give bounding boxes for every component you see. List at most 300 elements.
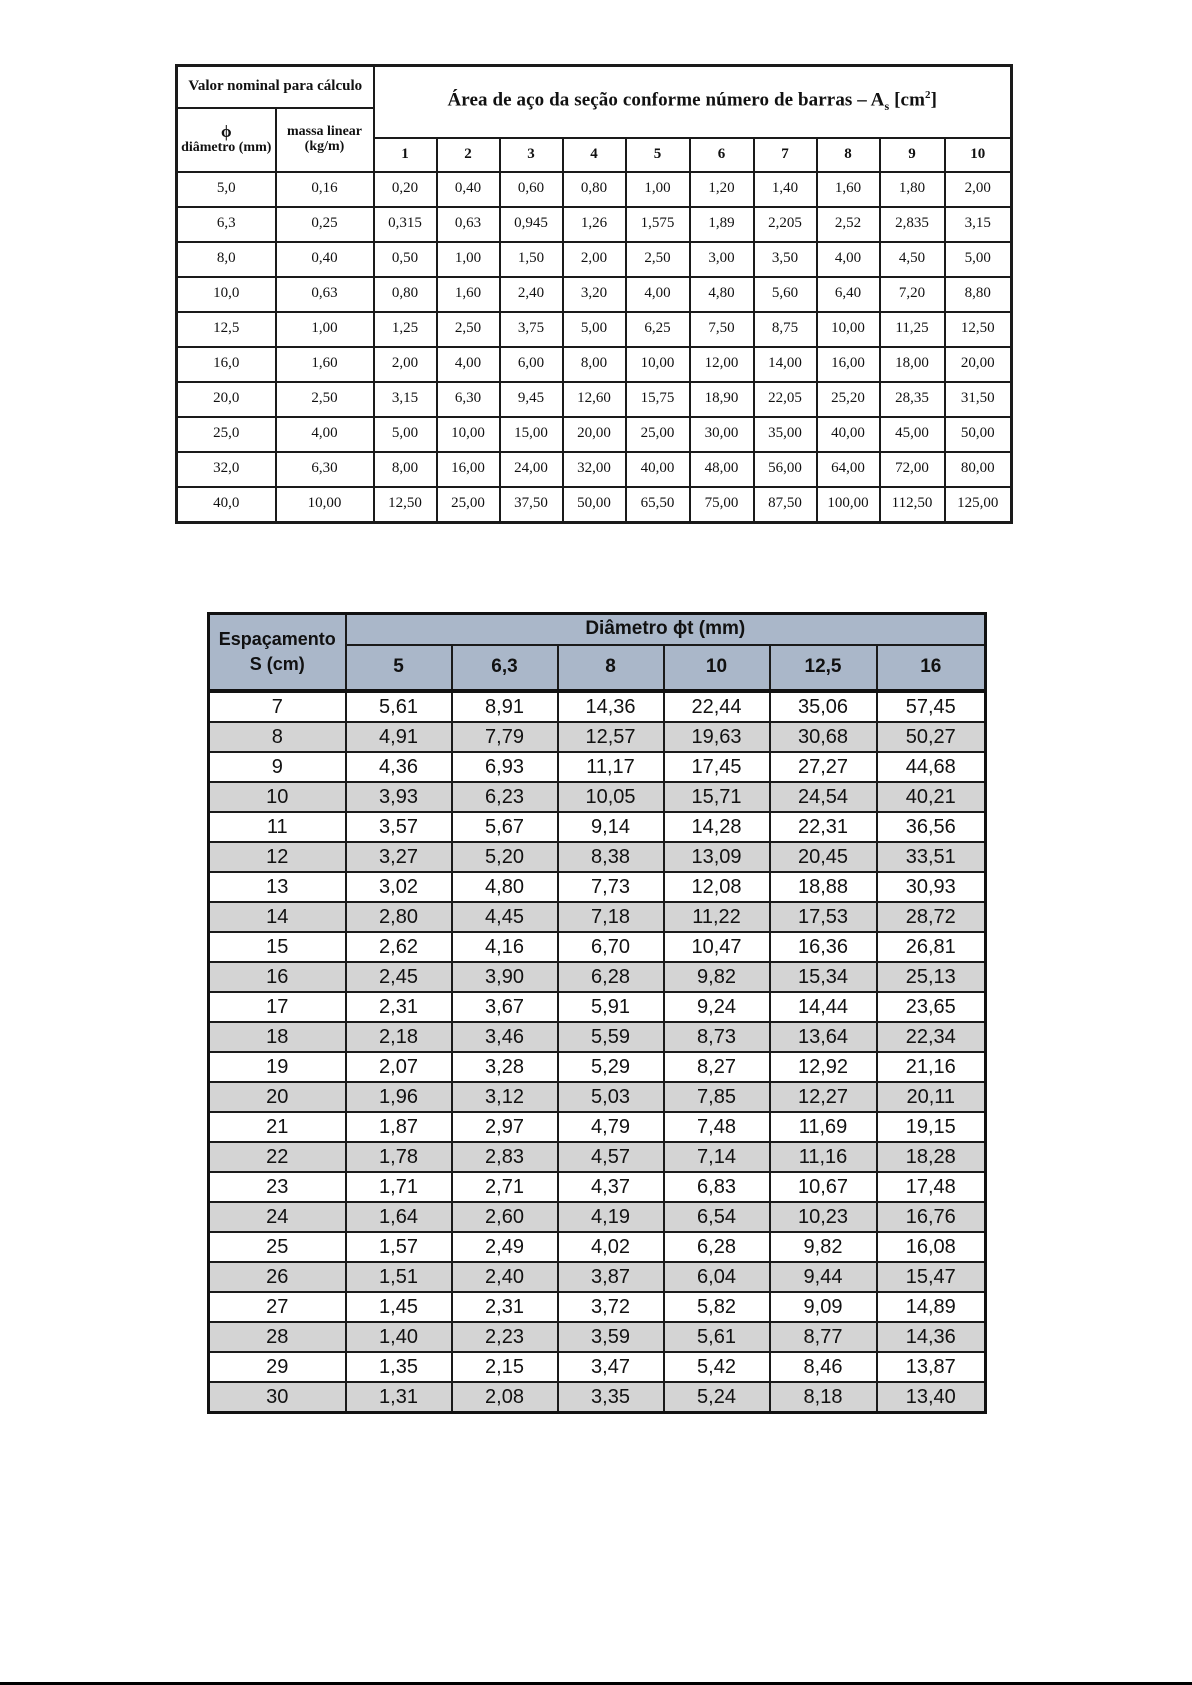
steel-area-cell: 12,50 (945, 312, 1012, 347)
steel-area-per-meter-cell: 20,11 (877, 1082, 986, 1112)
steel-area-cell: 0,50 (374, 242, 437, 277)
spacing-cell: 18 (209, 1022, 346, 1052)
table-row (209, 812, 986, 842)
spacing-cell: 22 (209, 1142, 346, 1172)
spacing-cell: 9 (209, 752, 346, 782)
steel-area-per-meter-cell: 12,27 (770, 1082, 877, 1112)
diameter-cell: 5,0 (177, 172, 276, 207)
steel-area-per-meter-cell: 2,80 (346, 902, 452, 932)
steel-area-per-meter-cell: 2,97 (452, 1112, 558, 1142)
steel-area-per-meter-cell: 23,65 (877, 992, 986, 1022)
steel-area-cell: 1,40 (754, 172, 817, 207)
steel-area-cell: 1,89 (690, 207, 754, 242)
steel-area-cell: 0,80 (374, 277, 437, 312)
steel-area-per-meter-cell: 3,28 (452, 1052, 558, 1082)
steel-area-cell: 6,40 (817, 277, 880, 312)
steel-area-per-meter-cell: 1,51 (346, 1262, 452, 1292)
linear-mass-cell: 0,16 (276, 172, 374, 207)
steel-area-per-meter-cell: 2,15 (452, 1352, 558, 1382)
header-nominal-value: Valor nominal para cálculo (177, 66, 374, 108)
steel-area-per-meter-cell: 22,44 (664, 691, 770, 722)
steel-area-per-meter-cell: 16,36 (770, 932, 877, 962)
table-row (209, 1112, 986, 1142)
table-row (177, 382, 1012, 417)
table-row (209, 902, 986, 932)
spacing-cell: 21 (209, 1112, 346, 1142)
steel-area-cell: 1,25 (374, 312, 437, 347)
steel-area-cell: 0,60 (500, 172, 563, 207)
steel-area-per-meter-cell: 25,13 (877, 962, 986, 992)
table-row (209, 1052, 986, 1082)
steel-area-cell: 10,00 (626, 347, 690, 382)
steel-area-cell: 87,50 (754, 487, 817, 523)
spacing-cell: 12 (209, 842, 346, 872)
steel-area-per-meter-cell: 3,12 (452, 1082, 558, 1112)
steel-area-cell: 0,315 (374, 207, 437, 242)
linear-mass-cell: 0,40 (276, 242, 374, 277)
steel-area-cell: 64,00 (817, 452, 880, 487)
steel-area-cell: 50,00 (945, 417, 1012, 452)
spacing-cell: 7 (209, 691, 346, 722)
table-row (209, 1352, 986, 1382)
spacing-cell: 26 (209, 1262, 346, 1292)
steel-area-cell: 1,00 (626, 172, 690, 207)
steel-area-per-meter-cell: 2,49 (452, 1232, 558, 1262)
bar-count-header-cell: 6 (690, 138, 754, 172)
steel-area-per-meter-cell: 3,59 (558, 1322, 664, 1352)
steel-area-per-meter-cell: 4,79 (558, 1112, 664, 1142)
steel-area-per-meter-cell: 5,42 (664, 1352, 770, 1382)
linear-mass-cell: 0,63 (276, 277, 374, 312)
steel-area-per-meter-cell: 1,35 (346, 1352, 452, 1382)
steel-area-cell: 25,00 (437, 487, 500, 523)
diameter-header-cell: 5 (346, 645, 452, 691)
steel-area-per-meter-cell: 10,47 (664, 932, 770, 962)
bar-count-header-cell: 2 (437, 138, 500, 172)
steel-area-per-meter-cell: 9,44 (770, 1262, 877, 1292)
table-row (209, 782, 986, 812)
steel-area-cell: 1,80 (880, 172, 945, 207)
header-linear-mass: massa linear (kg/m) (276, 108, 374, 172)
steel-area-cell: 15,00 (500, 417, 563, 452)
steel-area-per-meter-cell: 27,27 (770, 752, 877, 782)
table-row (209, 1292, 986, 1322)
steel-area-per-meter-cell: 21,16 (877, 1052, 986, 1082)
steel-area-per-meter-cell: 28,72 (877, 902, 986, 932)
steel-area-per-meter-cell: 1,45 (346, 1292, 452, 1322)
steel-area-cell: 2,00 (945, 172, 1012, 207)
steel-area-per-meter-cell: 12,92 (770, 1052, 877, 1082)
table-row (209, 1172, 986, 1202)
bar-count-header-cell: 9 (880, 138, 945, 172)
steel-area-per-meter-cell: 2,60 (452, 1202, 558, 1232)
spacing-cell: 30 (209, 1382, 346, 1413)
steel-area-per-meter-cell: 7,85 (664, 1082, 770, 1112)
header-diameter-phi-t: Diâmetro ϕt (mm) (346, 614, 986, 645)
spacing-cell: 29 (209, 1352, 346, 1382)
steel-area-per-meter-cell: 1,78 (346, 1142, 452, 1172)
steel-area-cell: 3,50 (754, 242, 817, 277)
diameter-header-cell: 12,5 (770, 645, 877, 691)
steel-area-per-meter-cell: 40,21 (877, 782, 986, 812)
steel-area-per-meter-cell: 2,71 (452, 1172, 558, 1202)
steel-area-cell: 10,00 (437, 417, 500, 452)
steel-area-per-meter-cell: 11,69 (770, 1112, 877, 1142)
steel-area-per-meter-cell: 4,57 (558, 1142, 664, 1172)
steel-area-cell: 5,00 (945, 242, 1012, 277)
steel-area-per-meter-cell: 8,91 (452, 691, 558, 722)
bar-count-header-cell: 5 (626, 138, 690, 172)
steel-area-per-meter-cell: 7,48 (664, 1112, 770, 1142)
steel-area-per-meter-cell: 8,77 (770, 1322, 877, 1352)
steel-area-per-meter-cell: 4,36 (346, 752, 452, 782)
spacing-cell: 25 (209, 1232, 346, 1262)
steel-area-cell: 1,60 (437, 277, 500, 312)
steel-area-per-meter-cell: 4,80 (452, 872, 558, 902)
steel-area-per-meter-cell: 1,96 (346, 1082, 452, 1112)
steel-area-cell: 22,05 (754, 382, 817, 417)
steel-area-per-meter-cell: 1,87 (346, 1112, 452, 1142)
rebar-area-by-bar-count-table (175, 64, 1013, 524)
steel-area-per-meter-cell: 5,59 (558, 1022, 664, 1052)
steel-area-per-meter-cell: 6,83 (664, 1172, 770, 1202)
spacing-cell: 10 (209, 782, 346, 812)
table-row (209, 1232, 986, 1262)
diameter-header-cell: 10 (664, 645, 770, 691)
steel-area-per-meter-cell: 4,16 (452, 932, 558, 962)
steel-area-cell: 5,60 (754, 277, 817, 312)
steel-area-cell: 2,00 (563, 242, 626, 277)
header-diameter: ϕ diâmetro (mm) (177, 108, 276, 172)
steel-area-per-meter-cell: 30,68 (770, 722, 877, 752)
steel-area-cell: 30,00 (690, 417, 754, 452)
table-row (177, 487, 1012, 523)
table-row (177, 312, 1012, 347)
steel-area-per-meter-cell: 17,48 (877, 1172, 986, 1202)
steel-area-per-meter-cell: 16,76 (877, 1202, 986, 1232)
spacing-cell: 15 (209, 932, 346, 962)
table-row (209, 932, 986, 962)
linear-mass-cell: 1,00 (276, 312, 374, 347)
steel-area-cell: 4,00 (437, 347, 500, 382)
spacing-cell: 11 (209, 812, 346, 842)
steel-area-per-meter-cell: 11,17 (558, 752, 664, 782)
steel-area-per-meter-cell: 2,18 (346, 1022, 452, 1052)
steel-area-per-meter-cell: 3,87 (558, 1262, 664, 1292)
steel-area-cell: 37,50 (500, 487, 563, 523)
steel-area-per-meter-cell: 7,18 (558, 902, 664, 932)
steel-area-per-meter-cell: 1,64 (346, 1202, 452, 1232)
steel-area-per-meter-cell: 3,72 (558, 1292, 664, 1322)
steel-area-per-meter-cell: 9,82 (770, 1232, 877, 1262)
steel-area-per-meter-cell: 5,67 (452, 812, 558, 842)
bar-count-header-cell: 1 (374, 138, 437, 172)
table-row (209, 1142, 986, 1172)
diameter-cell: 40,0 (177, 487, 276, 523)
steel-area-per-meter-cell: 12,08 (664, 872, 770, 902)
steel-area-cell: 2,835 (880, 207, 945, 242)
steel-area-per-meter-cell: 3,27 (346, 842, 452, 872)
steel-area-per-meter-cell: 1,40 (346, 1322, 452, 1352)
table-row (177, 242, 1012, 277)
steel-area-per-meter-cell: 6,93 (452, 752, 558, 782)
table-row (209, 691, 986, 722)
steel-area-cell: 6,25 (626, 312, 690, 347)
table-row (177, 452, 1012, 487)
bar-count-header-cell: 10 (945, 138, 1012, 172)
steel-area-cell: 3,15 (945, 207, 1012, 242)
steel-area-per-meter-cell: 35,06 (770, 691, 877, 722)
steel-area-per-meter-cell: 7,79 (452, 722, 558, 752)
steel-area-per-meter-cell: 5,61 (346, 691, 452, 722)
steel-area-per-meter-cell: 15,47 (877, 1262, 986, 1292)
steel-area-per-meter-cell: 6,28 (664, 1232, 770, 1262)
steel-area-per-meter-cell: 15,71 (664, 782, 770, 812)
steel-area-per-meter-cell: 8,46 (770, 1352, 877, 1382)
spacing-cell: 20 (209, 1082, 346, 1112)
steel-area-cell: 40,00 (817, 417, 880, 452)
header-spacing: Espaçamento S (cm) (209, 614, 346, 691)
steel-area-cell: 0,80 (563, 172, 626, 207)
linear-mass-cell: 0,25 (276, 207, 374, 242)
steel-area-cell: 112,50 (880, 487, 945, 523)
diameter-cell: 12,5 (177, 312, 276, 347)
steel-area-per-meter-cell: 5,91 (558, 992, 664, 1022)
steel-area-per-meter-cell: 57,45 (877, 691, 986, 722)
table-row (177, 417, 1012, 452)
steel-area-per-meter-cell: 5,24 (664, 1382, 770, 1413)
diameter-cell: 25,0 (177, 417, 276, 452)
steel-area-per-meter-cell: 13,64 (770, 1022, 877, 1052)
steel-area-per-meter-cell: 4,91 (346, 722, 452, 752)
table-row (209, 752, 986, 782)
steel-area-cell: 15,75 (626, 382, 690, 417)
table-row (177, 172, 1012, 207)
steel-area-cell: 7,50 (690, 312, 754, 347)
spacing-cell: 17 (209, 992, 346, 1022)
steel-area-per-meter-cell: 5,29 (558, 1052, 664, 1082)
steel-area-per-meter-cell: 9,24 (664, 992, 770, 1022)
steel-area-per-meter-cell: 12,57 (558, 722, 664, 752)
steel-area-per-meter-cell: 36,56 (877, 812, 986, 842)
steel-area-cell: 20,00 (945, 347, 1012, 382)
steel-area-per-meter-cell: 2,83 (452, 1142, 558, 1172)
steel-area-cell: 2,40 (500, 277, 563, 312)
steel-area-cell: 3,15 (374, 382, 437, 417)
steel-area-per-meter-cell: 10,23 (770, 1202, 877, 1232)
steel-area-cell: 6,00 (500, 347, 563, 382)
steel-area-cell: 8,80 (945, 277, 1012, 312)
steel-area-per-meter-cell: 2,31 (452, 1292, 558, 1322)
steel-area-per-meter-cell: 2,45 (346, 962, 452, 992)
diameter-header-cell: 8 (558, 645, 664, 691)
table-row (209, 1382, 986, 1413)
steel-area-per-meter-cell: 5,20 (452, 842, 558, 872)
steel-area-per-meter-cell: 8,27 (664, 1052, 770, 1082)
steel-area-per-meter-cell: 14,36 (877, 1322, 986, 1352)
steel-area-per-meter-cell: 1,71 (346, 1172, 452, 1202)
steel-area-cell: 31,50 (945, 382, 1012, 417)
spacing-cell: 8 (209, 722, 346, 752)
spacing-cell: 24 (209, 1202, 346, 1232)
steel-area-cell: 16,00 (817, 347, 880, 382)
spacing-cell: 13 (209, 872, 346, 902)
steel-area-cell: 72,00 (880, 452, 945, 487)
table-row (209, 1022, 986, 1052)
steel-area-cell: 9,45 (500, 382, 563, 417)
steel-area-cell: 5,00 (374, 417, 437, 452)
table-row (177, 347, 1012, 382)
steel-area-cell: 14,00 (754, 347, 817, 382)
linear-mass-cell: 10,00 (276, 487, 374, 523)
steel-area-per-meter-cell: 33,51 (877, 842, 986, 872)
steel-area-cell: 0,20 (374, 172, 437, 207)
steel-area-per-meter-cell: 8,73 (664, 1022, 770, 1052)
steel-area-per-meter-cell: 19,15 (877, 1112, 986, 1142)
steel-area-per-meter-cell: 3,57 (346, 812, 452, 842)
steel-area-cell: 2,205 (754, 207, 817, 242)
steel-area-cell: 2,52 (817, 207, 880, 242)
steel-area-per-meter-cell: 14,89 (877, 1292, 986, 1322)
steel-area-per-meter-cell: 2,07 (346, 1052, 452, 1082)
table-row (209, 1262, 986, 1292)
steel-area-per-meter-cell: 2,62 (346, 932, 452, 962)
steel-area-cell: 0,40 (437, 172, 500, 207)
steel-area-cell: 18,00 (880, 347, 945, 382)
steel-area-cell: 65,50 (626, 487, 690, 523)
table-row (209, 1322, 986, 1352)
steel-area-per-meter-cell: 5,82 (664, 1292, 770, 1322)
steel-area-per-meter-cell: 20,45 (770, 842, 877, 872)
steel-area-cell: 3,75 (500, 312, 563, 347)
steel-area-cell: 7,20 (880, 277, 945, 312)
table-row (209, 842, 986, 872)
steel-area-cell: 1,00 (437, 242, 500, 277)
steel-area-cell: 16,00 (437, 452, 500, 487)
steel-area-per-meter-cell: 50,27 (877, 722, 986, 752)
bar-count-header-cell: 7 (754, 138, 817, 172)
steel-area-per-meter-cell: 13,40 (877, 1382, 986, 1413)
steel-area-per-meter-cell: 9,14 (558, 812, 664, 842)
steel-area-cell: 10,00 (817, 312, 880, 347)
steel-area-cell: 8,75 (754, 312, 817, 347)
steel-area-cell: 8,00 (563, 347, 626, 382)
steel-area-cell: 0,63 (437, 207, 500, 242)
table-row (209, 962, 986, 992)
steel-area-per-meter-cell: 4,37 (558, 1172, 664, 1202)
steel-area-per-meter-cell: 14,36 (558, 691, 664, 722)
diameter-cell: 32,0 (177, 452, 276, 487)
steel-area-per-meter-cell: 18,28 (877, 1142, 986, 1172)
linear-mass-cell: 2,50 (276, 382, 374, 417)
steel-area-cell: 4,50 (880, 242, 945, 277)
steel-area-per-meter-cell: 2,31 (346, 992, 452, 1022)
steel-area-cell: 5,00 (563, 312, 626, 347)
steel-area-per-meter-cell: 30,93 (877, 872, 986, 902)
spacing-cell: 14 (209, 902, 346, 932)
table-row (177, 207, 1012, 242)
steel-area-per-meter-cell: 10,67 (770, 1172, 877, 1202)
steel-area-per-meter-cell: 18,88 (770, 872, 877, 902)
steel-area-per-meter-cell: 44,68 (877, 752, 986, 782)
steel-area-per-meter-cell: 26,81 (877, 932, 986, 962)
steel-area-cell: 32,00 (563, 452, 626, 487)
steel-area-cell: 4,00 (626, 277, 690, 312)
table-row (209, 1202, 986, 1232)
steel-area-per-meter-cell: 16,08 (877, 1232, 986, 1262)
steel-area-cell: 6,30 (437, 382, 500, 417)
steel-area-cell: 0,945 (500, 207, 563, 242)
diameter-cell: 10,0 (177, 277, 276, 312)
steel-area-per-meter-cell: 17,53 (770, 902, 877, 932)
steel-area-per-meter-cell: 10,05 (558, 782, 664, 812)
steel-area-per-meter-cell: 3,67 (452, 992, 558, 1022)
steel-area-per-meter-cell: 1,57 (346, 1232, 452, 1262)
steel-area-per-meter-cell: 14,28 (664, 812, 770, 842)
steel-area-cell: 4,00 (817, 242, 880, 277)
table-row (209, 1082, 986, 1112)
steel-area-per-meter-cell: 19,63 (664, 722, 770, 752)
steel-area-cell: 1,20 (690, 172, 754, 207)
steel-area-per-meter-cell: 6,70 (558, 932, 664, 962)
linear-mass-cell: 6,30 (276, 452, 374, 487)
steel-area-per-meter-cell: 13,09 (664, 842, 770, 872)
steel-area-per-meter-cell: 3,35 (558, 1382, 664, 1413)
steel-area-cell: 2,00 (374, 347, 437, 382)
steel-area-cell: 3,20 (563, 277, 626, 312)
diameter-cell: 16,0 (177, 347, 276, 382)
steel-area-cell: 4,80 (690, 277, 754, 312)
steel-area-per-meter-cell: 6,54 (664, 1202, 770, 1232)
steel-area-per-meter-cell: 22,34 (877, 1022, 986, 1052)
steel-area-per-meter-cell: 3,47 (558, 1352, 664, 1382)
steel-area-cell: 28,35 (880, 382, 945, 417)
steel-area-cell: 2,50 (626, 242, 690, 277)
steel-area-per-meter-cell: 11,16 (770, 1142, 877, 1172)
steel-area-per-meter-cell: 2,23 (452, 1322, 558, 1352)
steel-area-per-meter-cell: 7,73 (558, 872, 664, 902)
steel-area-cell: 1,26 (563, 207, 626, 242)
steel-area-per-meter-cell: 3,90 (452, 962, 558, 992)
steel-area-per-meter-cell: 6,28 (558, 962, 664, 992)
steel-area-per-meter-cell: 11,22 (664, 902, 770, 932)
table-row (209, 872, 986, 902)
steel-area-per-meter-cell: 3,02 (346, 872, 452, 902)
steel-area-per-meter-cell: 3,93 (346, 782, 452, 812)
steel-area-cell: 1,50 (500, 242, 563, 277)
diameter-cell: 6,3 (177, 207, 276, 242)
steel-area-cell: 25,20 (817, 382, 880, 417)
steel-area-per-meter-cell: 24,54 (770, 782, 877, 812)
steel-area-cell: 12,60 (563, 382, 626, 417)
spacing-cell: 23 (209, 1172, 346, 1202)
steel-area-per-meter-cell: 13,87 (877, 1352, 986, 1382)
diameter-header-cell: 16 (877, 645, 986, 691)
table-row (209, 722, 986, 752)
steel-area-cell: 1,575 (626, 207, 690, 242)
steel-area-cell: 3,00 (690, 242, 754, 277)
steel-area-per-meter-cell: 8,38 (558, 842, 664, 872)
steel-area-cell: 75,00 (690, 487, 754, 523)
steel-area-cell: 100,00 (817, 487, 880, 523)
diameter-cell: 20,0 (177, 382, 276, 417)
bar-count-header-cell: 8 (817, 138, 880, 172)
steel-area-cell: 24,00 (500, 452, 563, 487)
spacing-cell: 27 (209, 1292, 346, 1322)
steel-area-per-meter-cell: 22,31 (770, 812, 877, 842)
spacing-cell: 16 (209, 962, 346, 992)
steel-area-per-meter-cell: 1,31 (346, 1382, 452, 1413)
